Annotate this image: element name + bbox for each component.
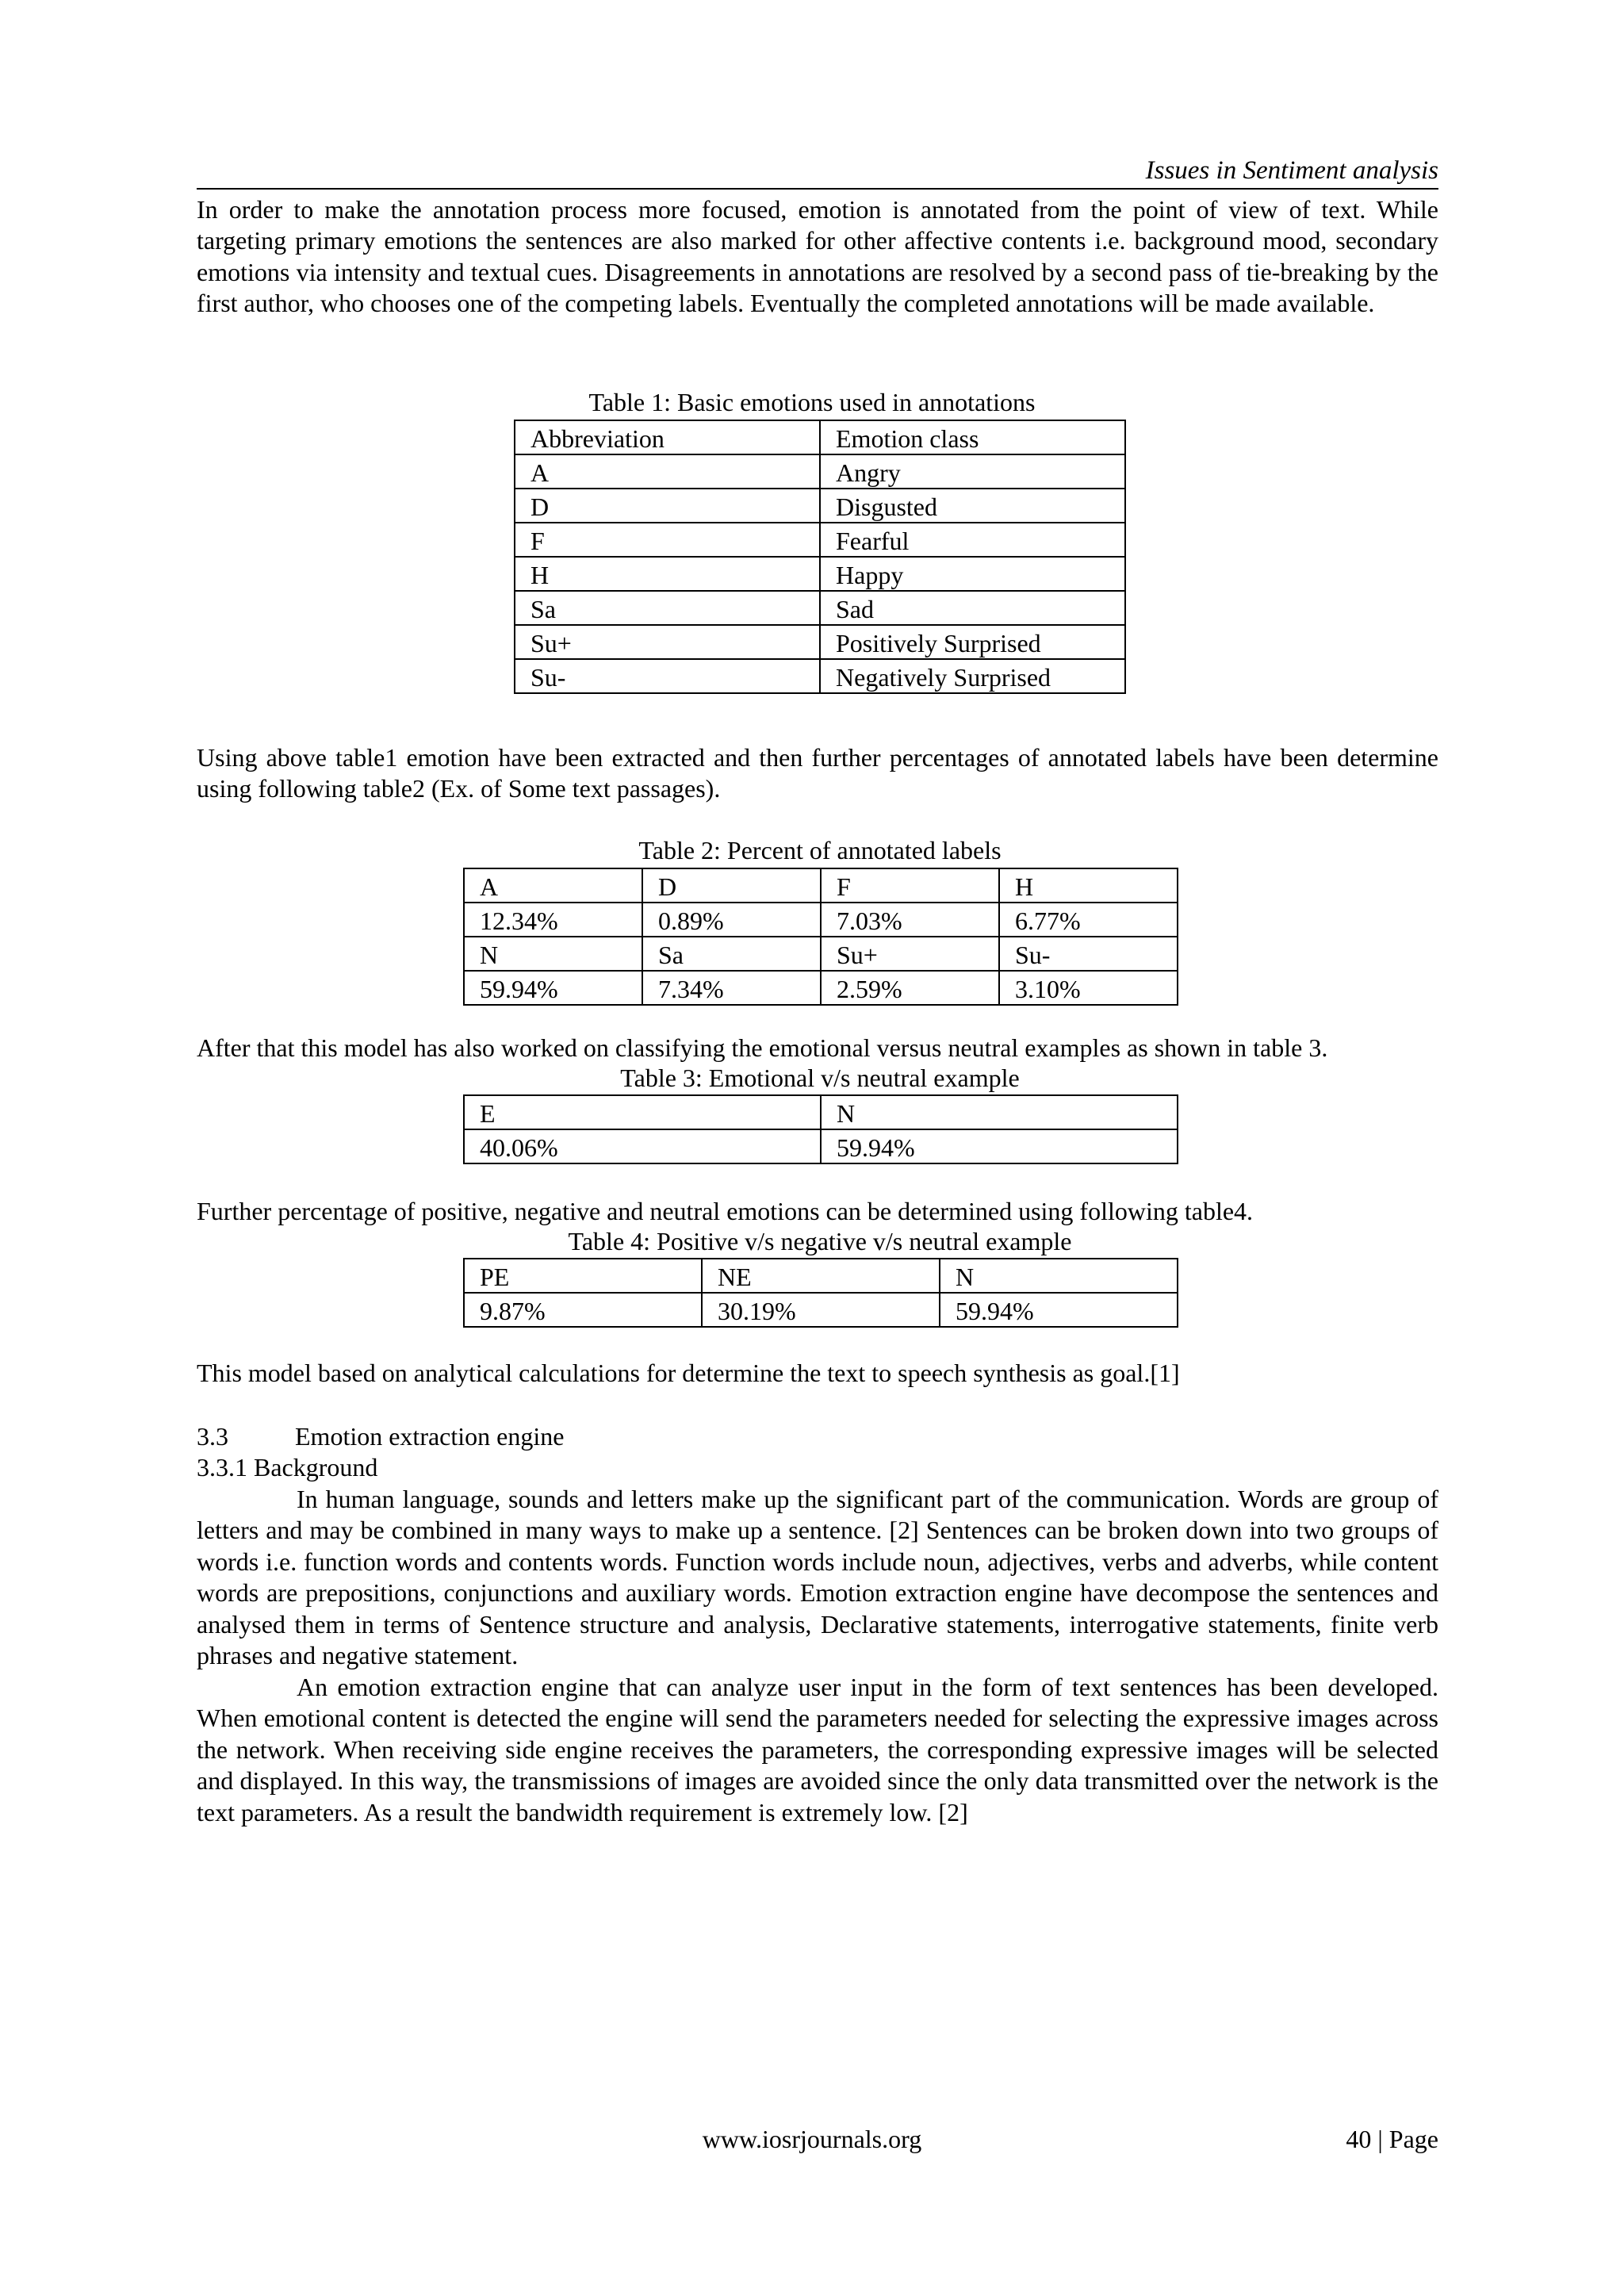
table-cell: A — [515, 454, 820, 489]
table2 — [463, 868, 1178, 1006]
table3-caption: Table 3: Emotional v/s neutral example — [620, 1064, 1020, 1092]
table-row — [464, 937, 1178, 971]
table-cell: Happy — [820, 557, 1125, 591]
intro-paragraph: In order to make the annotation process more focused, emotion is annotated from the point of view of text. While targeting primary emotions the sentences are also marked for other affective contents i.e. background mood, secondary emotions via intensity and textual cues. Disagreements in annotations are resolved by a second pass of tie-breaking by the first author, who chooses one of the competing labels. Eventually the completed annotations will be made available. — [197, 195, 1438, 318]
section-number: 3.3 — [197, 1422, 228, 1451]
table4-caption: Table 4: Positive v/s negative v/s neutral example — [568, 1227, 1072, 1255]
table-cell: Su- — [515, 659, 820, 693]
model-paragraph: This model based on analytical calculations for determine the text to speech synthesis as goal.[1] — [197, 1359, 1180, 1387]
table-cell: Sa — [642, 937, 821, 971]
table-cell: N — [940, 1259, 1178, 1293]
table-row — [464, 971, 1178, 1005]
table-cell: Su+ — [515, 625, 820, 659]
footer-url: www.iosrjournals.org — [702, 2125, 922, 2153]
table-cell: F — [821, 868, 999, 903]
table-cell: 2.59% — [821, 971, 999, 1005]
table-cell: Su- — [999, 937, 1178, 971]
table-cell: NE — [702, 1259, 940, 1293]
table-cell: 59.94% — [464, 971, 642, 1005]
table-cell: 7.03% — [821, 903, 999, 937]
table2-intro-paragraph: Using above table1 emotion have been extracted and then further percentages of annotated labels have been determine using following table2 (Ex. of Some text passages). — [197, 743, 1438, 803]
table-cell: 7.34% — [642, 971, 821, 1005]
footer-page-number: 40 | Page — [1346, 2125, 1438, 2153]
table-cell: F — [515, 523, 820, 557]
table-row — [515, 523, 1125, 557]
subsection-heading: 3.3.1 Background — [197, 1453, 378, 1481]
table-cell: H — [515, 557, 820, 591]
table-cell: D — [515, 489, 820, 523]
table-row — [515, 591, 1125, 625]
table-row — [464, 868, 1178, 903]
table-row — [515, 625, 1125, 659]
table3 — [463, 1094, 1178, 1164]
table-cell: Angry — [820, 454, 1125, 489]
table4 — [463, 1258, 1178, 1328]
table-cell: Negatively Surprised — [820, 659, 1125, 693]
table-cell: E — [464, 1095, 821, 1129]
running-title: Issues in Sentiment analysis — [197, 155, 1438, 190]
table-cell: PE — [464, 1259, 702, 1293]
table-cell: 30.19% — [702, 1293, 940, 1327]
table-cell: Sa — [515, 591, 820, 625]
table-cell: 40.06% — [464, 1129, 821, 1163]
background-paragraph-2: An emotion extraction engine that can analyze user input in the form of text sentences has been developed. When emotional content is detected the engine will send the parameters needed for selecting the expressive images across the network. When receiving side engine receives the parameters, the corresponding expressive images will be selected and displayed. In this way, the transmissions of images are avoided since the only data transmitted over the network is the text parameters. As a result the bandwidth requirement is extremely low. [2] — [197, 1673, 1438, 1826]
background-paragraph-1: In human language, sounds and letters make up the significant part of the communication. Words are group of letters and may be combined in many ways to make up a sentence. [2] Sentences can be broken down into two groups of words i.e. function words and contents words. Function words include noun, adjectives, verbs and adverbs, while content words are prepositions, conjunctions and auxiliary words. Emotion extraction engine have decompose the sentences and analysed them in terms of Sentence structure and analysis, Declarative statements, interrogative statements, finite verb phrases and negative statement. — [197, 1485, 1438, 1670]
table-row — [515, 557, 1125, 591]
table-row — [515, 489, 1125, 523]
table-cell: 12.34% — [464, 903, 642, 937]
table-cell: 59.94% — [940, 1293, 1178, 1327]
section-title: Emotion extraction engine — [295, 1422, 565, 1451]
table-row — [464, 1095, 1178, 1129]
table4-intro-paragraph: Further percentage of positive, negative and neutral emotions can be determined using following table4. — [197, 1197, 1254, 1225]
table2-caption: Table 2: Percent of annotated labels — [638, 836, 1002, 864]
table-cell: 9.87% — [464, 1293, 702, 1327]
section-heading — [197, 1421, 564, 1452]
table-cell: N — [464, 937, 642, 971]
table-cell: 0.89% — [642, 903, 821, 937]
table3-intro-paragraph: After that this model has also worked on classifying the emotional versus neutral examples as shown in table 3. — [197, 1033, 1328, 1062]
table1 — [514, 420, 1126, 694]
table-cell: Fearful — [820, 523, 1125, 557]
table-cell: 59.94% — [821, 1129, 1178, 1163]
table-cell: Su+ — [821, 937, 999, 971]
table1-caption: Table 1: Basic emotions used in annotations — [588, 388, 1036, 416]
table-cell: Sad — [820, 591, 1125, 625]
table-row — [464, 1293, 1178, 1327]
table-row — [515, 454, 1125, 489]
table-cell: Positively Surprised — [820, 625, 1125, 659]
table-cell: Disgusted — [820, 489, 1125, 523]
table-row — [515, 420, 1125, 454]
table-cell: D — [642, 868, 821, 903]
table-row — [464, 1259, 1178, 1293]
table-cell: 6.77% — [999, 903, 1178, 937]
table-row — [464, 903, 1178, 937]
table-cell: H — [999, 868, 1178, 903]
table-cell: Emotion class — [820, 420, 1125, 454]
table-row — [515, 659, 1125, 693]
table-cell: Abbreviation — [515, 420, 820, 454]
table-cell: 3.10% — [999, 971, 1178, 1005]
table-cell: A — [464, 868, 642, 903]
table-row — [464, 1129, 1178, 1163]
table-cell: N — [821, 1095, 1178, 1129]
